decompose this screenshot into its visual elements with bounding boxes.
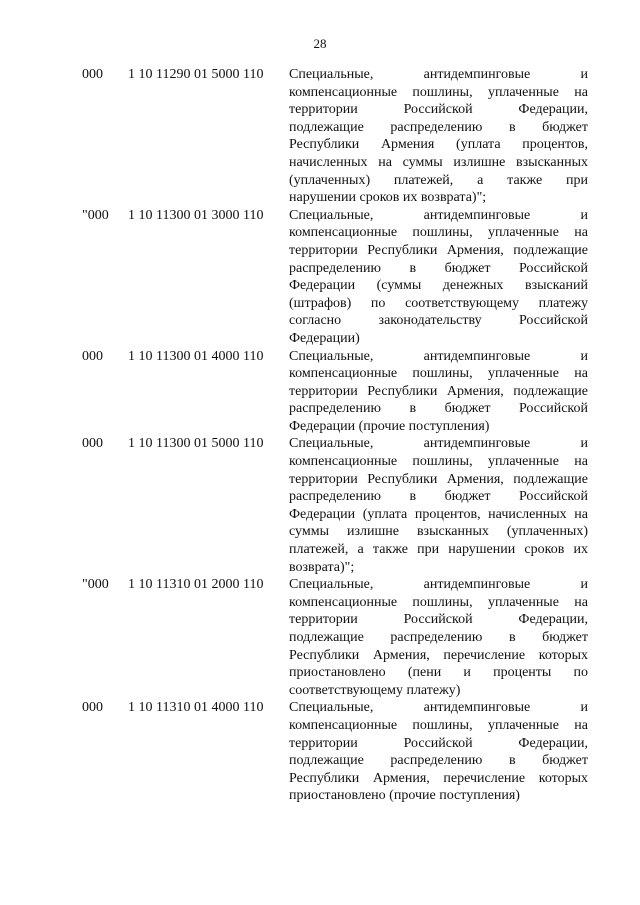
classification-table <box>0 66 640 805</box>
description-line: приостановлено (пени и проценты по <box>289 665 588 681</box>
description-line: компенсационные пошлины, уплаченные на <box>289 366 588 382</box>
income-description <box>289 348 588 436</box>
description-line: начисленных на суммы излишне взысканных <box>289 154 588 170</box>
admin-code: "000 <box>82 577 109 593</box>
description-line: компенсационные пошлины, уплаченные на <box>289 454 588 470</box>
admin-code: 000 <box>82 436 103 452</box>
budget-classification-code: 1 10 11300 01 5000 110 <box>128 436 264 452</box>
income-description <box>289 207 588 348</box>
income-description <box>289 576 588 699</box>
budget-classification-code: 1 10 11290 01 5000 110 <box>128 67 264 82</box>
description-line: территории Республики Армения, подлежащие <box>289 471 588 487</box>
table-row <box>0 66 640 207</box>
admin-code: 000 <box>82 700 103 716</box>
description-line: подлежащие распределению в бюджет <box>289 119 588 135</box>
description-line: компенсационные пошлины, уплаченные на <box>289 225 588 241</box>
table-row <box>0 576 640 699</box>
table-row <box>0 348 640 436</box>
description-line: Специальные, антидемпинговые и <box>289 577 588 593</box>
description-line: (уплаченных) платежей, а также при <box>289 172 588 188</box>
description-line: согласно законодательству Российской <box>289 313 588 329</box>
description-line: территории Российской Федерации, <box>289 102 588 118</box>
income-description <box>289 435 588 576</box>
description-line: соответствующему платежу) <box>289 682 461 698</box>
description-line: (штрафов) по соответствующему платежу <box>289 295 588 311</box>
table-row <box>0 207 640 348</box>
description-line: Федерации (прочие поступления) <box>289 418 490 434</box>
description-line: территории Республики Армения, подлежащие <box>289 383 588 399</box>
description-line: распределению в бюджет Российской <box>289 401 588 417</box>
description-line: Федерации (суммы денежных взысканий <box>289 278 588 294</box>
description-line: Специальные, антидемпинговые и <box>289 436 588 452</box>
description-line: Специальные, антидемпинговые и <box>289 67 588 82</box>
admin-code: "000 <box>82 207 109 223</box>
description-line: платежей, а также при нарушении сроков их <box>289 542 588 558</box>
description-line: компенсационные пошлины, уплаченные на <box>289 717 588 733</box>
table-row <box>0 435 640 576</box>
description-line: приостановлено (прочие поступления) <box>289 788 520 804</box>
description-line: компенсационные пошлины, уплаченные на <box>289 594 588 610</box>
description-line: Специальные, антидемпинговые и <box>289 700 588 716</box>
budget-classification-code: 1 10 11310 01 4000 110 <box>128 700 264 716</box>
description-line: суммы излишне взысканных (уплаченных) <box>289 524 588 540</box>
description-line: Специальные, антидемпинговые и <box>289 348 588 364</box>
description-line: территории Российской Федерации, <box>289 735 588 751</box>
description-line: возврата)"; <box>289 559 355 575</box>
description-line: территории Российской Федерации, <box>289 612 588 628</box>
description-line: Федерации) <box>289 330 360 346</box>
description-line: Федерации (уплата процентов, начисленных на <box>289 506 588 522</box>
description-line: распределению в бюджет Российской <box>289 260 588 276</box>
budget-classification-code: 1 10 11310 01 2000 110 <box>128 577 264 593</box>
description-line: Республики Армения (уплата процентов, <box>289 137 588 153</box>
budget-classification-code: 1 10 11300 01 3000 110 <box>128 207 264 223</box>
description-line: нарушении сроков их возврата)"; <box>289 190 487 206</box>
description-line: Республики Армения, перечисление которых <box>289 770 588 786</box>
description-line: Республики Армения, перечисление которых <box>289 647 588 663</box>
description-line: подлежащие распределению в бюджет <box>289 630 588 645</box>
page-number: 28 <box>313 36 327 51</box>
description-line: Специальные, антидемпинговые и <box>289 207 588 223</box>
income-description <box>289 699 588 805</box>
description-line: распределению в бюджет Российской <box>289 489 588 505</box>
admin-code: 000 <box>82 348 103 364</box>
table-row <box>0 699 640 805</box>
budget-classification-code: 1 10 11300 01 4000 110 <box>128 348 264 364</box>
admin-code: 000 <box>82 67 103 82</box>
description-line: подлежащие распределению в бюджет <box>289 753 588 769</box>
description-line: территории Республики Армения, подлежащие <box>289 242 588 258</box>
income-description <box>289 66 588 207</box>
description-line: компенсационные пошлины, уплаченные на <box>289 84 588 100</box>
